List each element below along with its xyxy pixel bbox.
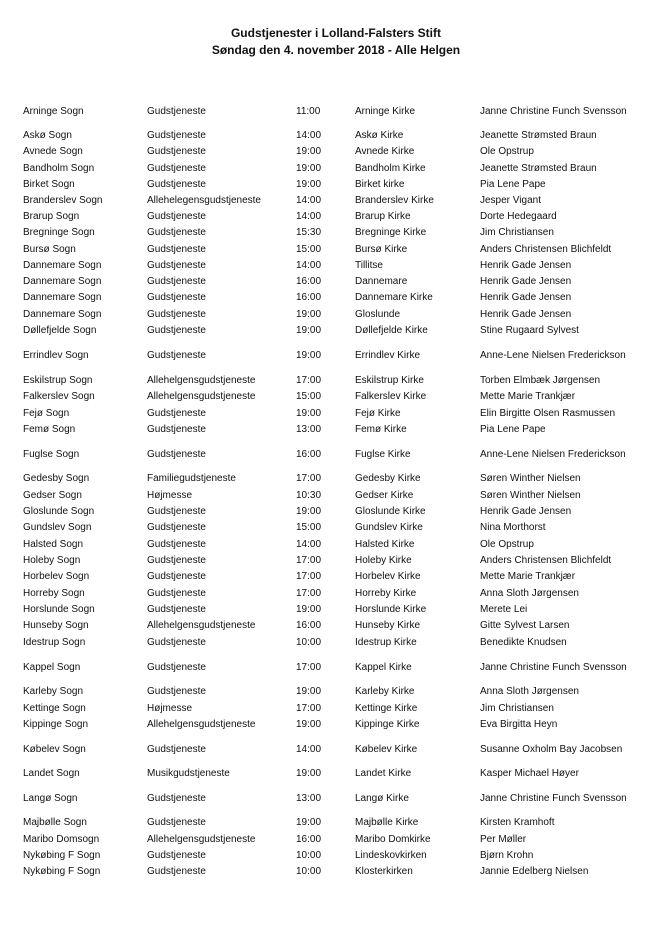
- parish-name: Horbelev Sogn: [23, 571, 90, 582]
- service-type: Gudstjeneste: [147, 866, 206, 877]
- service-time: 17:00: [296, 662, 322, 673]
- pastor-name: Merete Lei: [480, 604, 528, 615]
- parish-name: Maribo Domsogn: [23, 834, 100, 845]
- church-name: Bandholm Kirke: [355, 163, 426, 174]
- church-name: Birket kirke: [355, 179, 405, 190]
- service-time: 19:00: [296, 309, 322, 320]
- church-name: Døllefjelde Kirke: [355, 325, 428, 336]
- parish-name: Gundslev Sogn: [23, 522, 92, 533]
- service-row: [0, 308, 672, 322]
- service-time: 14:00: [296, 211, 322, 222]
- service-type: Gudstjeneste: [147, 106, 206, 117]
- service-time: 19:00: [296, 719, 322, 730]
- service-type: Gudstjeneste: [147, 793, 206, 804]
- church-name: Avnede Kirke: [355, 146, 415, 157]
- church-name: Halsted Kirke: [355, 539, 415, 550]
- pastor-name: Bjørn Krohn: [480, 850, 534, 861]
- pastor-name: Mette Marie Trankjær: [480, 391, 576, 402]
- pastor-name: Mette Marie Trankjær: [480, 571, 576, 582]
- church-name: Eskilstrup Kirke: [355, 375, 424, 386]
- service-time: 19:00: [296, 768, 322, 779]
- service-row: [0, 505, 672, 519]
- service-type: Gudstjeneste: [147, 179, 206, 190]
- church-name: Fuglse Kirke: [355, 449, 411, 460]
- service-time: 19:00: [296, 506, 322, 517]
- parish-name: Kettinge Sogn: [23, 703, 86, 714]
- parish-name: Holeby Sogn: [23, 555, 81, 566]
- service-time: 16:00: [296, 620, 322, 631]
- pastor-name: Anne-Lene Nielsen Frederickson: [480, 350, 626, 361]
- service-row: [0, 324, 672, 338]
- service-time: 15:00: [296, 244, 322, 255]
- service-type: Gudstjeneste: [147, 744, 206, 755]
- service-row: [0, 243, 672, 257]
- service-row: [0, 661, 672, 675]
- service-row: [0, 743, 672, 757]
- service-time: 10:30: [296, 490, 322, 501]
- church-name: Falkerslev Kirke: [355, 391, 427, 402]
- service-type: Gudstjeneste: [147, 662, 206, 673]
- church-name: Lindeskovkirken: [355, 850, 427, 861]
- service-time: 17:00: [296, 473, 322, 484]
- service-row: [0, 702, 672, 716]
- parish-name: Branderslev Sogn: [23, 195, 103, 206]
- church-name: Horreby Kirke: [355, 588, 417, 599]
- service-row: [0, 210, 672, 224]
- service-row: [0, 145, 672, 159]
- service-time: 19:00: [296, 408, 322, 419]
- parish-name: Fejø Sogn: [23, 408, 70, 419]
- service-time: 19:00: [296, 179, 322, 190]
- parish-name: Langø Sogn: [23, 793, 78, 804]
- parish-name: Bursø Sogn: [23, 244, 76, 255]
- service-type: Gudstjeneste: [147, 408, 206, 419]
- service-type: Gudstjeneste: [147, 539, 206, 550]
- service-time: 13:00: [296, 424, 322, 435]
- service-type: Gudstjeneste: [147, 309, 206, 320]
- service-type: Allehelegensgudstjeneste: [147, 195, 261, 206]
- service-row: [0, 374, 672, 388]
- church-name: Fejø Kirke: [355, 408, 401, 419]
- pastor-name: Jeanette Strømsted Braun: [480, 163, 597, 174]
- service-row: [0, 685, 672, 699]
- church-name: Dannemare: [355, 276, 408, 287]
- service-time: 17:00: [296, 375, 322, 386]
- pastor-name: Ole Opstrup: [480, 539, 534, 550]
- church-name: Karleby Kirke: [355, 686, 415, 697]
- service-time: 19:00: [296, 350, 322, 361]
- service-type: Gudstjeneste: [147, 211, 206, 222]
- church-name: Gloslunde: [355, 309, 401, 320]
- pastor-name: Jim Christiansen: [480, 703, 554, 714]
- service-row: [0, 105, 672, 119]
- service-time: 17:00: [296, 571, 322, 582]
- service-type: Gudstjeneste: [147, 637, 206, 648]
- church-name: Gedser Kirke: [355, 490, 414, 501]
- service-row: [0, 767, 672, 781]
- church-name: Langø Kirke: [355, 793, 409, 804]
- service-row: [0, 423, 672, 437]
- parish-name: Gedesby Sogn: [23, 473, 90, 484]
- pastor-name: Elin Birgitte Olsen Rasmussen: [480, 408, 616, 419]
- service-time: 17:00: [296, 555, 322, 566]
- parish-name: Landet Sogn: [23, 768, 80, 779]
- parish-name: Karleby Sogn: [23, 686, 84, 697]
- church-name: Tillitse: [355, 260, 383, 271]
- service-type: Gudstjeneste: [147, 350, 206, 361]
- service-time: 16:00: [296, 276, 322, 287]
- service-type: Allehelgensgudstjeneste: [147, 375, 256, 386]
- service-row: [0, 587, 672, 601]
- service-type: Gudstjeneste: [147, 292, 206, 303]
- service-type: Gudstjeneste: [147, 555, 206, 566]
- page-title: Gudstjenester i Lolland-Falsters Stift: [230, 26, 442, 40]
- service-time: 16:00: [296, 449, 322, 460]
- service-row: [0, 570, 672, 584]
- service-time: 17:00: [296, 703, 322, 714]
- church-name: Kippinge Kirke: [355, 719, 420, 730]
- church-name: Bregninge Kirke: [355, 227, 427, 238]
- service-type: Gudstjeneste: [147, 227, 206, 238]
- service-time: 19:00: [296, 146, 322, 157]
- pastor-name: Susanne Oxholm Bay Jacobsen: [480, 744, 623, 755]
- service-type: Gudstjeneste: [147, 130, 206, 141]
- church-name: Kettinge Kirke: [355, 703, 418, 714]
- service-type: Gudstjeneste: [147, 325, 206, 336]
- service-time: 17:00: [296, 588, 322, 599]
- service-row: [0, 194, 672, 208]
- service-row: [0, 275, 672, 289]
- parish-name: Fuglse Sogn: [23, 449, 80, 460]
- pastor-name: Janne Christine Funch Svensson: [480, 106, 627, 117]
- pastor-name: Kirsten Kramhoft: [480, 817, 555, 828]
- parish-name: Birket Sogn: [23, 179, 75, 190]
- church-name: Gedesby Kirke: [355, 473, 421, 484]
- service-row: [0, 833, 672, 847]
- parish-name: Bandholm Sogn: [23, 163, 95, 174]
- church-name: Branderslev Kirke: [355, 195, 434, 206]
- service-type: Allehelgensgudstjeneste: [147, 391, 256, 402]
- church-name: Idestrup Kirke: [355, 637, 417, 648]
- pastor-name: Janne Christine Funch Svensson: [480, 793, 627, 804]
- pastor-name: Jesper Vigant: [480, 195, 541, 206]
- service-row: [0, 407, 672, 421]
- service-row: [0, 162, 672, 176]
- parish-name: Dannemare Sogn: [23, 260, 102, 271]
- pastor-name: Henrik Gade Jensen: [480, 260, 572, 271]
- pastor-name: Kasper Michael Høyer: [480, 768, 579, 779]
- parish-name: Kippinge Sogn: [23, 719, 89, 730]
- parish-name: Askø Sogn: [23, 130, 72, 141]
- church-name: Hunseby Kirke: [355, 620, 421, 631]
- service-row: [0, 849, 672, 863]
- parish-name: Idestrup Sogn: [23, 637, 86, 648]
- service-row: [0, 390, 672, 404]
- service-type: Gudstjeneste: [147, 817, 206, 828]
- parish-name: Horreby Sogn: [23, 588, 85, 599]
- parish-name: Arninge Sogn: [23, 106, 84, 117]
- service-row: [0, 472, 672, 486]
- service-row: [0, 865, 672, 879]
- parish-name: Bregninge Sogn: [23, 227, 95, 238]
- pastor-name: Anna Sloth Jørgensen: [480, 686, 579, 697]
- church-name: Horslunde Kirke: [355, 604, 427, 615]
- service-row: [0, 489, 672, 503]
- pastor-name: Henrik Gade Jensen: [480, 276, 572, 287]
- service-time: 19:00: [296, 817, 322, 828]
- pastor-name: Stine Rugaard Sylvest: [480, 325, 579, 336]
- church-name: Arninge Kirke: [355, 106, 416, 117]
- pastor-name: Anders Christensen Blichfeldt: [480, 244, 612, 255]
- pastor-name: Søren Winther Nielsen: [480, 490, 581, 501]
- parish-name: Falkerslev Sogn: [23, 391, 95, 402]
- parish-name: Majbølle Sogn: [23, 817, 87, 828]
- parish-name: Nykøbing F Sogn: [23, 850, 101, 861]
- service-time: 16:00: [296, 292, 322, 303]
- service-row: [0, 792, 672, 806]
- service-type: Gudstjeneste: [147, 522, 206, 533]
- church-name: Holeby Kirke: [355, 555, 412, 566]
- service-row: [0, 816, 672, 830]
- parish-name: Horslunde Sogn: [23, 604, 95, 615]
- service-type: Gudstjeneste: [147, 449, 206, 460]
- service-row: [0, 636, 672, 650]
- service-row: [0, 448, 672, 462]
- church-name: Landet Kirke: [355, 768, 412, 779]
- service-time: 10:00: [296, 850, 322, 861]
- parish-name: Kappel Sogn: [23, 662, 81, 673]
- church-name: Errindlev Kirke: [355, 350, 421, 361]
- service-time: 14:00: [296, 260, 322, 271]
- service-time: 19:00: [296, 163, 322, 174]
- church-name: Brarup Kirke: [355, 211, 411, 222]
- service-time: 13:00: [296, 793, 322, 804]
- pastor-name: Anne-Lene Nielsen Frederickson: [480, 449, 626, 460]
- church-name: Købelev Kirke: [355, 744, 418, 755]
- church-name: Kappel Kirke: [355, 662, 412, 673]
- pastor-name: Anders Christensen Blichfeldt: [480, 555, 612, 566]
- pastor-name: Dorte Hedegaard: [480, 211, 557, 222]
- church-name: Bursø Kirke: [355, 244, 408, 255]
- service-type: Gudstjeneste: [147, 276, 206, 287]
- service-type: Allehelgensgudstjeneste: [147, 834, 256, 845]
- service-time: 14:00: [296, 195, 322, 206]
- parish-name: Nykøbing F Sogn: [23, 866, 101, 877]
- church-name: Klosterkirken: [355, 866, 413, 877]
- service-type: Højmesse: [147, 490, 193, 501]
- service-type: Gudstjeneste: [147, 506, 206, 517]
- service-type: Gudstjeneste: [147, 163, 206, 174]
- service-row: [0, 554, 672, 568]
- service-type: Højmesse: [147, 703, 193, 714]
- service-row: [0, 619, 672, 633]
- church-name: Gloslunde Kirke: [355, 506, 426, 517]
- pastor-name: Eva Birgitta Heyn: [480, 719, 558, 730]
- service-type: Gudstjeneste: [147, 244, 206, 255]
- church-name: Gundslev Kirke: [355, 522, 423, 533]
- service-type: Gudstjeneste: [147, 260, 206, 271]
- parish-name: Hunseby Sogn: [23, 620, 89, 631]
- parish-name: Gedser Sogn: [23, 490, 82, 501]
- service-row: [0, 603, 672, 617]
- service-row: [0, 226, 672, 240]
- service-type: Gudstjeneste: [147, 850, 206, 861]
- pastor-name: Torben Elmbæk Jørgensen: [480, 375, 601, 386]
- parish-name: Errindlev Sogn: [23, 350, 89, 361]
- parish-name: Avnede Sogn: [23, 146, 83, 157]
- pastor-name: Janne Christine Funch Svensson: [480, 662, 627, 673]
- pastor-name: Henrik Gade Jensen: [480, 309, 572, 320]
- service-time: 10:00: [296, 637, 322, 648]
- service-type: Gudstjeneste: [147, 588, 206, 599]
- service-type: Gudstjeneste: [147, 686, 206, 697]
- service-time: 16:00: [296, 834, 322, 845]
- pastor-name: Jim Christiansen: [480, 227, 554, 238]
- parish-name: Døllefjelde Sogn: [23, 325, 97, 336]
- pastor-name: Ole Opstrup: [480, 146, 534, 157]
- service-type: Gudstjeneste: [147, 424, 206, 435]
- pastor-name: Nina Morthorst: [480, 522, 546, 533]
- parish-name: Købelev Sogn: [23, 744, 86, 755]
- service-row: [0, 521, 672, 535]
- service-row: [0, 718, 672, 732]
- service-type: Gudstjeneste: [147, 571, 206, 582]
- service-type: Gudstjeneste: [147, 604, 206, 615]
- parish-name: Dannemare Sogn: [23, 292, 102, 303]
- parish-name: Halsted Sogn: [23, 539, 84, 550]
- page-subtitle: Søndag den 4. november 2018 - Alle Helgen: [211, 43, 461, 57]
- pastor-name: Søren Winther Nielsen: [480, 473, 581, 484]
- parish-name: Dannemare Sogn: [23, 309, 102, 320]
- church-name: Femø Kirke: [355, 424, 407, 435]
- church-name: Dannemare Kirke: [355, 292, 433, 303]
- pastor-name: Pia Lene Pape: [480, 179, 546, 190]
- pastor-name: Per Møller: [480, 834, 527, 845]
- parish-name: Gloslunde Sogn: [23, 506, 95, 517]
- service-type: Gudstjeneste: [147, 146, 206, 157]
- service-time: 14:00: [296, 539, 322, 550]
- service-type: Familiegudstjeneste: [147, 473, 236, 484]
- service-time: 15:00: [296, 391, 322, 402]
- pastor-name: Henrik Gade Jensen: [480, 292, 572, 303]
- pastor-name: Benedikte Knudsen: [480, 637, 567, 648]
- service-row: [0, 291, 672, 305]
- church-name: Majbølle Kirke: [355, 817, 419, 828]
- service-time: 15:30: [296, 227, 322, 238]
- parish-name: Dannemare Sogn: [23, 276, 102, 287]
- service-time: 19:00: [296, 604, 322, 615]
- church-name: Horbelev Kirke: [355, 571, 421, 582]
- service-row: [0, 129, 672, 143]
- service-type: Allehelgensgudstjeneste: [147, 620, 256, 631]
- service-time: 15:00: [296, 522, 322, 533]
- pastor-name: Jeanette Strømsted Braun: [480, 130, 597, 141]
- service-type: Allehelgensgudstjeneste: [147, 719, 256, 730]
- service-row: [0, 349, 672, 363]
- parish-name: Eskilstrup Sogn: [23, 375, 93, 386]
- parish-name: Brarup Sogn: [23, 211, 80, 222]
- service-time: 10:00: [296, 866, 322, 877]
- pastor-name: Henrik Gade Jensen: [480, 506, 572, 517]
- pastor-name: Anna Sloth Jørgensen: [480, 588, 579, 599]
- parish-name: Femø Sogn: [23, 424, 76, 435]
- service-time: 11:00: [296, 106, 321, 117]
- service-row: [0, 538, 672, 552]
- service-row: [0, 178, 672, 192]
- service-row: [0, 259, 672, 273]
- service-type: Musikgudstjeneste: [147, 768, 230, 779]
- church-name: Maribo Domkirke: [355, 834, 431, 845]
- church-name: Askø Kirke: [355, 130, 404, 141]
- service-time: 19:00: [296, 686, 322, 697]
- service-time: 14:00: [296, 130, 322, 141]
- pastor-name: Pia Lene Pape: [480, 424, 546, 435]
- pastor-name: Jannie Edelberg Nielsen: [480, 866, 589, 877]
- service-time: 14:00: [296, 744, 322, 755]
- pastor-name: Gitte Sylvest Larsen: [480, 620, 570, 631]
- service-time: 19:00: [296, 325, 322, 336]
